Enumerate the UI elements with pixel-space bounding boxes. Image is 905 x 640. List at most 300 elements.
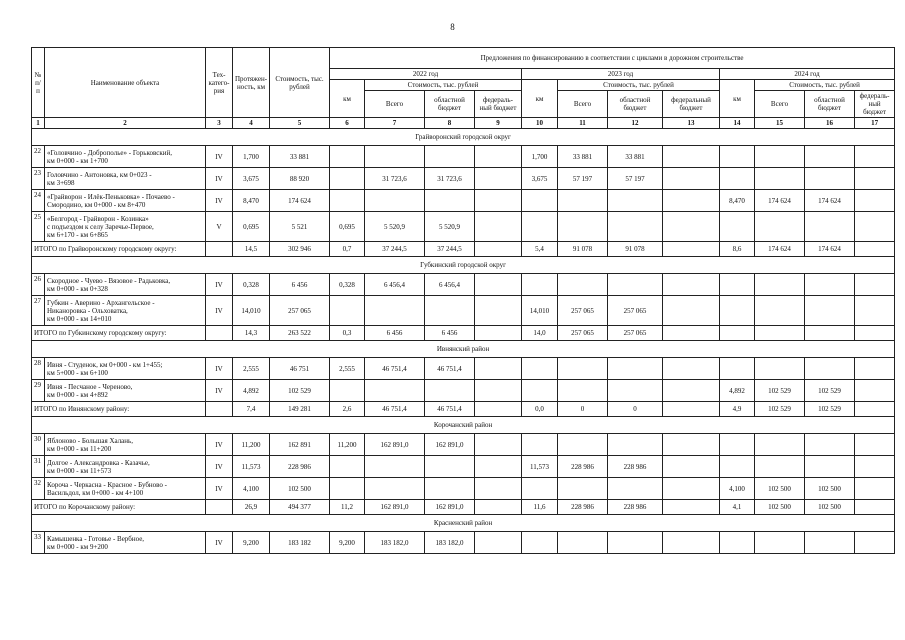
table-cell <box>855 296 895 326</box>
table-row <box>32 532 895 554</box>
table-cell <box>720 146 755 168</box>
table-cell: 2,555 <box>330 358 365 380</box>
total-label: ИТОГО по Корочанскому району: <box>32 500 206 515</box>
table-cell <box>755 274 805 296</box>
table-cell <box>425 296 475 326</box>
table-cell <box>365 380 425 402</box>
object-name-line: Камышенка - Готовье - Вербное, <box>47 534 145 543</box>
total-cell <box>206 500 233 515</box>
table-cell <box>855 146 895 168</box>
table-cell <box>805 168 855 190</box>
table-cell: 4,100 <box>233 478 270 500</box>
total-cell: 102 500 <box>755 500 805 515</box>
table-cell <box>608 274 663 296</box>
column-number: 5 <box>270 118 330 129</box>
table-cell: IV <box>206 380 233 402</box>
table-cell: 5 520,9 <box>365 212 425 242</box>
table-cell: 257 065 <box>558 296 608 326</box>
table-cell: 33 881 <box>270 146 330 168</box>
total-cell <box>475 326 522 341</box>
total-cell: 2,6 <box>330 402 365 417</box>
object-name-line: «Головчино - Доброполье» - Горьковский, <box>47 148 173 157</box>
table-cell: 5 520,9 <box>425 212 475 242</box>
table-cell: 162 891 <box>270 434 330 456</box>
total-cell: 14,0 <box>522 326 558 341</box>
table-cell <box>425 190 475 212</box>
column-number: 4 <box>233 118 270 129</box>
total-cell: 162 891,0 <box>365 500 425 515</box>
table-cell: 0,695 <box>330 212 365 242</box>
table-cell: 33 881 <box>608 146 663 168</box>
table-cell <box>475 296 522 326</box>
section-title: Губкинский городской округ <box>32 257 895 274</box>
total-cell: 302 946 <box>270 242 330 257</box>
table-cell <box>608 478 663 500</box>
total-cell <box>663 326 720 341</box>
table-cell <box>855 212 895 242</box>
total-cell <box>206 326 233 341</box>
table-row <box>32 456 895 478</box>
total-row <box>32 326 895 341</box>
table-cell: 257 065 <box>270 296 330 326</box>
table-cell: 6 456 <box>270 274 330 296</box>
financing-table <box>31 47 895 554</box>
table-cell <box>755 168 805 190</box>
table-cell: IV <box>206 434 233 456</box>
table-cell: IV <box>206 190 233 212</box>
table-cell <box>608 532 663 554</box>
table-cell <box>755 456 805 478</box>
total-cell <box>206 242 233 257</box>
total-cell: 102 529 <box>805 402 855 417</box>
row-number: 28 <box>32 358 45 380</box>
table-cell: 3,675 <box>233 168 270 190</box>
table-cell: 162 891,0 <box>365 434 425 456</box>
table-cell <box>720 212 755 242</box>
row-number: 30 <box>32 434 45 456</box>
table-row <box>32 434 895 456</box>
table-cell: 4,892 <box>720 380 755 402</box>
total-label: ИТОГО по Грайворонскому городскому округу: <box>32 242 206 257</box>
object-name-line: км 5+000 - км 6+100 <box>47 368 108 377</box>
header-federal: федеральный бюджет <box>663 91 720 118</box>
total-cell: 5,4 <box>522 242 558 257</box>
table-cell <box>663 296 720 326</box>
table-cell <box>365 296 425 326</box>
object-name <box>45 532 206 554</box>
column-number: 15 <box>755 118 805 129</box>
table-cell <box>475 358 522 380</box>
table-cell <box>805 146 855 168</box>
table-cell: 6 456,4 <box>425 274 475 296</box>
column-number: 8 <box>425 118 475 129</box>
object-name-line: км 0+000 - км 9+200 <box>47 542 108 551</box>
table-cell <box>522 380 558 402</box>
total-cell: 263 522 <box>270 326 330 341</box>
table-cell: IV <box>206 456 233 478</box>
column-number: 14 <box>720 118 755 129</box>
section-title: Ивнянский район <box>32 341 895 358</box>
row-number: 22 <box>32 146 45 168</box>
table-cell <box>558 190 608 212</box>
total-cell: 11,2 <box>330 500 365 515</box>
table-cell <box>663 532 720 554</box>
object-name <box>45 456 206 478</box>
total-row <box>32 402 895 417</box>
total-cell <box>855 326 895 341</box>
table-cell <box>755 358 805 380</box>
table-cell: 14,010 <box>522 296 558 326</box>
object-name-line: с подъездом к селу Заречье-Первое, <box>47 222 154 231</box>
table-cell <box>558 478 608 500</box>
table-cell <box>425 478 475 500</box>
table-cell: IV <box>206 358 233 380</box>
total-cell: 0 <box>558 402 608 417</box>
column-number: 10 <box>522 118 558 129</box>
table-cell <box>558 358 608 380</box>
table-cell: 0,328 <box>330 274 365 296</box>
table-cell <box>755 296 805 326</box>
total-cell: 4,9 <box>720 402 755 417</box>
object-name-line: км 0+000 - км 1+700 <box>47 156 108 165</box>
header-km: км <box>522 80 558 118</box>
table-cell: 257 065 <box>608 296 663 326</box>
total-cell: 46 751,4 <box>365 402 425 417</box>
table-cell: 8,470 <box>720 190 755 212</box>
table-cell <box>855 190 895 212</box>
table-cell <box>330 478 365 500</box>
column-number: 17 <box>855 118 895 129</box>
table-cell: IV <box>206 478 233 500</box>
total-cell <box>663 500 720 515</box>
table-cell <box>365 478 425 500</box>
table-cell: 183 182 <box>270 532 330 554</box>
total-cell <box>663 402 720 417</box>
total-cell: 14,5 <box>233 242 270 257</box>
table-cell <box>558 532 608 554</box>
total-cell <box>475 242 522 257</box>
section-title: Корочанский район <box>32 417 895 434</box>
object-name-line: км 0+000 - км 11+573 <box>47 466 112 475</box>
object-name-line: км 6+170 - км 6+865 <box>47 230 108 239</box>
table-cell: 11,573 <box>522 456 558 478</box>
table-cell: 4,100 <box>720 478 755 500</box>
header-regional: областной бюджет <box>425 91 475 118</box>
table-cell <box>475 380 522 402</box>
header-total: Всего <box>755 91 805 118</box>
table-cell <box>805 456 855 478</box>
table-cell <box>608 212 663 242</box>
total-cell: 26,9 <box>233 500 270 515</box>
table-row <box>32 212 895 242</box>
row-number: 33 <box>32 532 45 554</box>
column-number: 6 <box>330 118 365 129</box>
header-total: Всего <box>365 91 425 118</box>
table-cell <box>805 212 855 242</box>
total-cell: 228 986 <box>608 500 663 515</box>
table-cell <box>522 190 558 212</box>
total-cell: 102 500 <box>805 500 855 515</box>
table-cell: 11,573 <box>233 456 270 478</box>
row-number: 25 <box>32 212 45 242</box>
object-name-line: «Белгород - Грайворон - Козинка» <box>47 214 149 223</box>
row-number: 26 <box>32 274 45 296</box>
object-name-line: км 0+000 - км 11+200 <box>47 444 112 453</box>
table-cell <box>330 456 365 478</box>
table-cell: IV <box>206 296 233 326</box>
table-cell <box>558 380 608 402</box>
table-row <box>32 380 895 402</box>
row-number: 23 <box>32 168 45 190</box>
header-regional: областной бюджет <box>805 91 855 118</box>
table-cell: 3,675 <box>522 168 558 190</box>
table-cell <box>755 532 805 554</box>
total-row <box>32 500 895 515</box>
table-cell <box>755 212 805 242</box>
table-cell <box>522 274 558 296</box>
row-number: 24 <box>32 190 45 212</box>
table-cell <box>475 532 522 554</box>
table-cell <box>522 212 558 242</box>
total-cell: 102 529 <box>755 402 805 417</box>
table-cell: 5 521 <box>270 212 330 242</box>
header-no: № п/п <box>32 48 45 118</box>
section-title: Грайворонский городской округ <box>32 129 895 146</box>
table-cell <box>755 146 805 168</box>
object-name <box>45 190 206 212</box>
row-number: 29 <box>32 380 45 402</box>
table-cell <box>805 296 855 326</box>
object-name <box>45 296 206 326</box>
table-cell: 31 723,6 <box>365 168 425 190</box>
table-cell <box>558 212 608 242</box>
header-length: Протяжен-ность, км <box>233 48 270 118</box>
table-cell <box>475 190 522 212</box>
table-cell: 102 529 <box>270 380 330 402</box>
header-cost: Стоимость, тыс. рублей <box>270 48 330 118</box>
total-cell <box>805 326 855 341</box>
table-cell <box>522 358 558 380</box>
table-cell <box>330 296 365 326</box>
total-cell: 6 456 <box>365 326 425 341</box>
table-cell <box>663 212 720 242</box>
table-cell <box>663 456 720 478</box>
header-year-2024: 2024 год <box>720 69 895 80</box>
table-cell <box>608 434 663 456</box>
total-row <box>32 242 895 257</box>
table-cell <box>558 274 608 296</box>
header-cost-sub: Стоимость, тыс. рублей <box>365 80 522 91</box>
table-cell <box>475 168 522 190</box>
total-cell: 0,7 <box>330 242 365 257</box>
table-cell: 0,695 <box>233 212 270 242</box>
column-number: 16 <box>805 118 855 129</box>
table-cell <box>805 358 855 380</box>
table-cell: 57 197 <box>558 168 608 190</box>
table-cell <box>365 456 425 478</box>
table-cell <box>855 456 895 478</box>
total-cell <box>475 402 522 417</box>
table-cell: 9,200 <box>233 532 270 554</box>
table-cell: 88 920 <box>270 168 330 190</box>
table-cell: 0,328 <box>233 274 270 296</box>
row-number: 32 <box>32 478 45 500</box>
table-cell <box>720 532 755 554</box>
object-name-line: км 0+000 - км 4+892 <box>47 390 108 399</box>
table-cell <box>720 456 755 478</box>
column-number: 3 <box>206 118 233 129</box>
object-name-line: Смородино, км 0+000 - км 8+470 <box>47 200 146 209</box>
table-cell <box>425 380 475 402</box>
object-name <box>45 212 206 242</box>
column-number: 12 <box>608 118 663 129</box>
total-cell: 37 244,5 <box>425 242 475 257</box>
object-name-line: км 0+000 - км 14+010 <box>47 314 112 323</box>
table-row <box>32 274 895 296</box>
header-proposals: Предложения по финансированию в соответствии с циклами в дорожном строительстве <box>330 48 895 69</box>
table-row <box>32 358 895 380</box>
table-cell <box>475 274 522 296</box>
table-cell <box>663 380 720 402</box>
table-cell: IV <box>206 168 233 190</box>
table-cell <box>855 168 895 190</box>
table-cell: 228 986 <box>608 456 663 478</box>
object-name-line: Яблоново - Большая Халань, <box>47 436 133 445</box>
table-cell: 11,200 <box>330 434 365 456</box>
table-cell <box>330 380 365 402</box>
total-cell: 0,0 <box>522 402 558 417</box>
table-cell: 102 500 <box>755 478 805 500</box>
total-cell: 174 624 <box>805 242 855 257</box>
table-cell: 46 751,4 <box>365 358 425 380</box>
table-cell <box>558 434 608 456</box>
table-cell: 4,892 <box>233 380 270 402</box>
header-km: км <box>330 80 365 118</box>
table-cell <box>330 168 365 190</box>
object-name <box>45 146 206 168</box>
table-cell <box>663 146 720 168</box>
table-cell <box>720 274 755 296</box>
total-cell <box>720 326 755 341</box>
table-cell: 174 624 <box>270 190 330 212</box>
total-cell: 37 244,5 <box>365 242 425 257</box>
table-cell: 174 624 <box>805 190 855 212</box>
table-cell: 228 986 <box>270 456 330 478</box>
table-cell <box>522 478 558 500</box>
column-number: 2 <box>45 118 206 129</box>
total-cell <box>855 402 895 417</box>
table-cell: 1,700 <box>233 146 270 168</box>
table-cell: 183 182,0 <box>425 532 475 554</box>
column-number: 13 <box>663 118 720 129</box>
table-cell: 14,010 <box>233 296 270 326</box>
table-cell: 9,200 <box>330 532 365 554</box>
header-cost-sub: Стоимость, тыс. рублей <box>755 80 895 91</box>
header-year-2022: 2022 год <box>330 69 522 80</box>
total-cell: 494 377 <box>270 500 330 515</box>
table-cell <box>855 532 895 554</box>
total-cell <box>755 326 805 341</box>
table-cell: V <box>206 212 233 242</box>
section-title: Красненский район <box>32 515 895 532</box>
table-cell <box>663 434 720 456</box>
table-cell <box>365 190 425 212</box>
table-cell: 228 986 <box>558 456 608 478</box>
table-row <box>32 146 895 168</box>
total-cell: 257 065 <box>608 326 663 341</box>
column-number: 9 <box>475 118 522 129</box>
object-name-line: Короча - Черкасна - Красное - Бубново - <box>47 480 167 489</box>
table-cell: 162 891,0 <box>425 434 475 456</box>
table-cell <box>330 146 365 168</box>
table-row <box>32 190 895 212</box>
column-number: 7 <box>365 118 425 129</box>
table-cell <box>805 434 855 456</box>
table-cell <box>522 434 558 456</box>
table-cell <box>475 456 522 478</box>
object-name <box>45 168 206 190</box>
table-cell <box>805 274 855 296</box>
table-cell <box>522 532 558 554</box>
table-cell: IV <box>206 146 233 168</box>
header-cost-sub: Стоимость, тыс. рублей <box>558 80 720 91</box>
table-cell: 102 529 <box>805 380 855 402</box>
table-cell: 11,200 <box>233 434 270 456</box>
total-cell <box>663 242 720 257</box>
header-category: Тех-катего-рия <box>206 48 233 118</box>
table-cell <box>475 212 522 242</box>
total-label: ИТОГО по Губкинскому городскому округу: <box>32 326 206 341</box>
object-name <box>45 274 206 296</box>
table-row <box>32 478 895 500</box>
table-cell: 2,555 <box>233 358 270 380</box>
table-cell <box>425 456 475 478</box>
column-number: 1 <box>32 118 45 129</box>
column-number: 11 <box>558 118 608 129</box>
table-cell <box>663 478 720 500</box>
total-cell: 91 078 <box>608 242 663 257</box>
object-name <box>45 478 206 500</box>
table-row <box>32 296 895 326</box>
row-number: 27 <box>32 296 45 326</box>
object-name-line: Ивня - Студенок, км 0+000 - км 1+455; <box>47 360 163 369</box>
table-cell <box>475 478 522 500</box>
total-cell: 149 281 <box>270 402 330 417</box>
header-name: Наименование объекта <box>45 48 206 118</box>
object-name-line: Ивня - Песчаное - Череново, <box>47 382 133 391</box>
total-cell <box>855 500 895 515</box>
table-cell <box>720 434 755 456</box>
table-cell <box>855 434 895 456</box>
object-name-line: Васильдол, км 0+000 - км 4+100 <box>47 488 144 497</box>
table-cell: 174 624 <box>755 190 805 212</box>
table-cell: 1,700 <box>522 146 558 168</box>
total-cell <box>206 402 233 417</box>
table-cell: 183 182,0 <box>365 532 425 554</box>
total-label: ИТОГО по Ивнянскому району: <box>32 402 206 417</box>
table-cell <box>720 296 755 326</box>
object-name-line: км 3+698 <box>47 178 75 187</box>
table-cell <box>608 358 663 380</box>
table-cell <box>608 380 663 402</box>
total-cell: 7,4 <box>233 402 270 417</box>
table-cell <box>663 190 720 212</box>
total-cell: 11,6 <box>522 500 558 515</box>
total-cell <box>475 500 522 515</box>
header-regional: областной бюджет <box>608 91 663 118</box>
table-cell <box>425 146 475 168</box>
header-federal: федераль-ный бюджет <box>855 91 895 118</box>
